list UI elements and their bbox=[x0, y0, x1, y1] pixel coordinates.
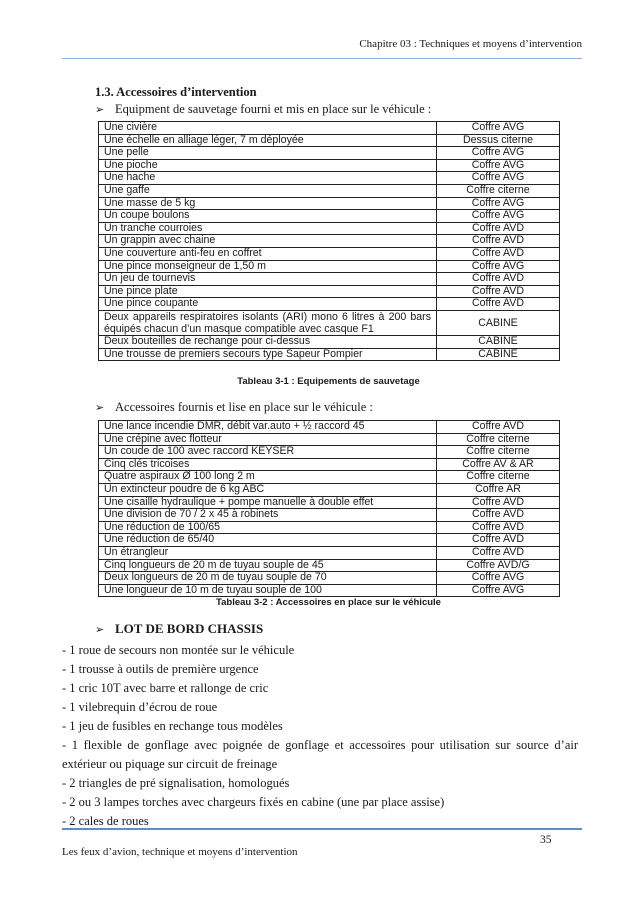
table-row bbox=[99, 521, 560, 534]
table-row bbox=[99, 335, 560, 348]
bullet-equipment-text: Equipment de sauvetage fourni et mis en place sur le véhicule : bbox=[115, 102, 432, 116]
bullet-accessories bbox=[95, 400, 373, 415]
bullet-equipment bbox=[95, 102, 431, 117]
lot-list bbox=[62, 641, 578, 831]
header-divider bbox=[62, 58, 582, 59]
table-row bbox=[99, 285, 560, 298]
item-cell: Un jeu de tournevis bbox=[99, 273, 437, 286]
table-row bbox=[99, 559, 560, 572]
location-cell: Coffre AVD bbox=[437, 546, 560, 559]
location-cell: Coffre citerne bbox=[437, 433, 560, 446]
list-item: - 1 flexible de gonflage avec poignée de gonflage et accessoires pour utilisation sur source d’air extérieur ou piquage sur circuit de freinage bbox=[62, 738, 578, 771]
location-cell: Coffre AVD/G bbox=[437, 559, 560, 572]
list-item: - 1 trousse à outils de première urgence bbox=[62, 662, 259, 676]
page-number: 35 bbox=[540, 834, 552, 846]
item-cell: Un tranche courroies bbox=[99, 222, 437, 235]
item-cell: Deux appareils respiratoires isolants (ARI) mono 6 litres à 200 bars équipés chacun d’un masque compatible avec casque F1 bbox=[99, 310, 437, 335]
item-cell: Une réduction de 65/40 bbox=[99, 534, 437, 547]
location-cell: Coffre AVD bbox=[437, 247, 560, 260]
table-row bbox=[99, 446, 560, 459]
table-row bbox=[99, 273, 560, 286]
location-cell: Coffre AVD bbox=[437, 298, 560, 311]
table-row bbox=[99, 147, 560, 160]
table-row bbox=[99, 122, 560, 135]
location-cell: Coffre AVG bbox=[437, 122, 560, 135]
item-cell: Une pince coupante bbox=[99, 298, 437, 311]
list-item: - 1 vilebrequin d’écrou de roue bbox=[62, 700, 218, 714]
item-cell: Un extincteur poudre de 6 kg ABC bbox=[99, 483, 437, 496]
table-row bbox=[99, 247, 560, 260]
item-cell: Une gaffe bbox=[99, 184, 437, 197]
footer-divider bbox=[62, 828, 582, 830]
location-cell: Coffre AVG bbox=[437, 172, 560, 185]
table-row bbox=[99, 235, 560, 248]
location-cell: Coffre AVD bbox=[437, 521, 560, 534]
location-cell: Coffre AV & AR bbox=[437, 458, 560, 471]
item-cell: Une hache bbox=[99, 172, 437, 185]
item-cell: Une trousse de premiers secours type Sapeur Pompier bbox=[99, 348, 437, 361]
table-row bbox=[99, 134, 560, 147]
location-cell: Coffre AVD bbox=[437, 235, 560, 248]
location-cell: Coffre AVG bbox=[437, 210, 560, 223]
item-cell: Deux bouteilles de rechange pour ci-dessus bbox=[99, 335, 437, 348]
location-cell: Coffre AVG bbox=[437, 584, 560, 597]
page-header: Chapitre 03 : Techniques et moyens d’intervention bbox=[359, 38, 582, 50]
location-cell: Coffre AVD bbox=[437, 509, 560, 522]
item-cell: Une réduction de 100/65 bbox=[99, 521, 437, 534]
location-cell: Coffre AVG bbox=[437, 159, 560, 172]
list-item: - 1 roue de secours non montée sur le véhicule bbox=[62, 643, 295, 657]
table-row bbox=[99, 210, 560, 223]
item-cell: Cinq clés tricoises bbox=[99, 458, 437, 471]
table-row bbox=[99, 298, 560, 311]
table-row bbox=[99, 546, 560, 559]
list-item: - 1 cric 10T avec barre et rallonge de cric bbox=[62, 681, 269, 695]
arrow-bullet-icon: ➢ bbox=[95, 401, 105, 414]
item-cell: Une pelle bbox=[99, 147, 437, 160]
location-cell: CABINE bbox=[437, 335, 560, 348]
table-row bbox=[99, 433, 560, 446]
location-cell: Coffre AVD bbox=[437, 496, 560, 509]
location-cell: Coffre AVG bbox=[437, 572, 560, 585]
item-cell: Une civière bbox=[99, 122, 437, 135]
item-cell: Une lance incendie DMR, débit var.auto + ½ raccord 45 bbox=[99, 421, 437, 434]
accessories-table bbox=[98, 420, 560, 597]
item-cell: Un coude de 100 avec raccord KEYSER bbox=[99, 446, 437, 459]
table1-caption: Tableau 3-1 : Equipements de sauvetage bbox=[237, 376, 420, 387]
page-footer: Les feux d’avion, technique et moyens d’intervention bbox=[62, 846, 298, 858]
table-row bbox=[99, 222, 560, 235]
table-row bbox=[99, 458, 560, 471]
item-cell: Une longueur de 10 m de tuyau souple de 100 bbox=[99, 584, 437, 597]
item-cell: Une division de 70 / 2 x 45 à robinets bbox=[99, 509, 437, 522]
item-cell: Quatre aspiraux Ø 100 long 2 m bbox=[99, 471, 437, 484]
table-row bbox=[99, 483, 560, 496]
table-row bbox=[99, 184, 560, 197]
list-item: - 2 cales de roues bbox=[62, 814, 149, 828]
location-cell: Coffre AVD bbox=[437, 421, 560, 434]
item-cell: Une couverture anti-feu en coffret bbox=[99, 247, 437, 260]
table-row bbox=[99, 310, 560, 335]
list-item: - 2 ou 3 lampes torches avec chargeurs fixés en cabine (une par place assise) bbox=[62, 795, 445, 809]
table-row bbox=[99, 471, 560, 484]
location-cell: Coffre AVD bbox=[437, 285, 560, 298]
section-title: 1.3. Accessoires d’intervention bbox=[95, 85, 257, 99]
location-cell: Coffre AVD bbox=[437, 222, 560, 235]
arrow-bullet-icon: ➢ bbox=[95, 103, 105, 116]
item-cell: Une pince plate bbox=[99, 285, 437, 298]
item-cell: Une échelle en alliage léger, 7 m déployée bbox=[99, 134, 437, 147]
item-cell: Un étrangleur bbox=[99, 546, 437, 559]
list-item: - 1 jeu de fusibles en rechange tous modèles bbox=[62, 719, 283, 733]
table-row bbox=[99, 534, 560, 547]
location-cell: CABINE bbox=[437, 310, 560, 335]
table-row bbox=[99, 584, 560, 597]
bullet-accessories-text: Accessoires fournis et lise en place sur le véhicule : bbox=[115, 400, 373, 414]
table-row bbox=[99, 260, 560, 273]
location-cell: Coffre AVG bbox=[437, 197, 560, 210]
rescue-equipment-table bbox=[98, 121, 560, 361]
table-row bbox=[99, 172, 560, 185]
location-cell: Coffre AR bbox=[437, 483, 560, 496]
item-cell: Une pioche bbox=[99, 159, 437, 172]
item-cell: Une crépine avec flotteur bbox=[99, 433, 437, 446]
location-cell: Coffre AVD bbox=[437, 273, 560, 286]
table-row bbox=[99, 421, 560, 434]
table-row bbox=[99, 496, 560, 509]
location-cell: Coffre citerne bbox=[437, 471, 560, 484]
arrow-bullet-icon: ➢ bbox=[95, 623, 105, 636]
table-row bbox=[99, 197, 560, 210]
table-row bbox=[99, 509, 560, 522]
item-cell: Une masse de 5 kg bbox=[99, 197, 437, 210]
table-row bbox=[99, 572, 560, 585]
location-cell: Coffre citerne bbox=[437, 184, 560, 197]
location-cell: Dessus citerne bbox=[437, 134, 560, 147]
lot-title bbox=[95, 621, 263, 637]
table-row bbox=[99, 159, 560, 172]
location-cell: CABINE bbox=[437, 348, 560, 361]
location-cell: Coffre AVG bbox=[437, 147, 560, 160]
item-cell: Deux longueurs de 20 m de tuyau souple de 70 bbox=[99, 572, 437, 585]
item-cell: Une cisaille hydraulique + pompe manuelle à double effet bbox=[99, 496, 437, 509]
table-row bbox=[99, 348, 560, 361]
location-cell: Coffre citerne bbox=[437, 446, 560, 459]
item-cell: Une pince monseigneur de 1,50 m bbox=[99, 260, 437, 273]
location-cell: Coffre AVG bbox=[437, 260, 560, 273]
lot-title-text: LOT DE BORD CHASSIS bbox=[115, 621, 264, 636]
item-cell: Un coupe boulons bbox=[99, 210, 437, 223]
item-cell: Un grappin avec chaine bbox=[99, 235, 437, 248]
table2-caption: Tableau 3-2 : Accessoires en place sur le véhicule bbox=[216, 597, 441, 608]
list-item: - 2 triangles de pré signalisation, homologués bbox=[62, 776, 290, 790]
item-cell: Cinq longueurs de 20 m de tuyau souple de 45 bbox=[99, 559, 437, 572]
location-cell: Coffre AVD bbox=[437, 534, 560, 547]
